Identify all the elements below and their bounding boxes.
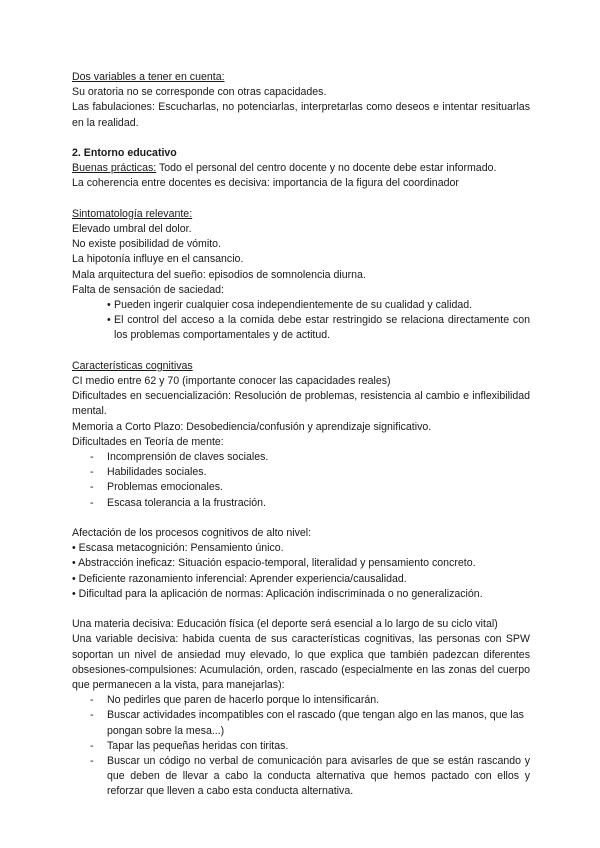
sintoma-line-4: Mala arquitectura del sueño: episodios de somnolencia diurna.	[72, 268, 366, 281]
sintoma-line-5: Falta de sensación de saciedad:	[72, 283, 224, 296]
dash-marker: -	[90, 739, 94, 752]
sintoma-line-3: La hipotonía influye en el cansancio.	[72, 253, 244, 266]
bullet-marker: •	[72, 542, 76, 555]
sintomatologia-heading: Sintomatología relevante:	[72, 207, 193, 220]
bullet-marker: •	[72, 587, 76, 600]
coherencia-line: La coherencia entre docentes es decisiva: importancia de la figura del coordinador	[72, 177, 459, 190]
cognitivas-line-3: Memoria a Corto Plazo: Desobediencia/confusión y aprendizaje significativo.	[72, 420, 432, 433]
dash-item: - Buscar actividades incompatibles con el rascado (que tengan algo en las manos, que las pongan sobre la mesa...)	[90, 709, 524, 737]
dash-marker: -	[90, 709, 94, 722]
dash-marker: -	[90, 496, 94, 509]
variables-heading: Dos variables a tener en cuenta:	[72, 71, 225, 83]
dash-marker: -	[90, 694, 94, 707]
dash-item: - Buscar un código no verbal de comunicación para avisarles de que se están rascando y que deben de llevar a cabo la conducta alternativa que hemos pactado con ellos y reforzar que lleven a cabo esta conducta alternativa.	[90, 755, 530, 798]
bullet-marker: •	[72, 557, 76, 570]
dash-item: - No pedirles que paren de hacerlo porque lo intensificarán.	[72, 693, 530, 708]
dash-marker: -	[90, 466, 94, 479]
bullet-marker: •	[107, 299, 111, 312]
cognitivas-heading: Características cognitivas	[72, 359, 193, 372]
procesos-heading: Afectación de los procesos cognitivos de alto nivel:	[72, 527, 312, 540]
dash-item: - Tapar las pequeñas heridas con tiritas.	[72, 739, 530, 754]
procesos-item: • Abstracción ineficaz: Situación espacio-temporal, literalidad y pensamiento concreto.	[72, 557, 476, 570]
variables-line-1: Su oratoria no se corresponde con otras capacidades.	[72, 86, 327, 99]
dash-marker: -	[90, 755, 94, 768]
sintoma-line-2: No existe posibilidad de vómito.	[72, 238, 221, 251]
dash-marker: -	[90, 451, 94, 464]
entorno-title: 2. Entorno educativo	[72, 147, 177, 159]
buenas-practicas-text: Todo el personal del centro docente y no docente debe estar informado.	[156, 162, 497, 175]
cognitivas-line-4: Dificultades en Teoría de mente:	[72, 435, 224, 448]
sintoma-line-1: Elevado umbral del dolor.	[72, 223, 192, 235]
document-body	[72, 70, 530, 800]
dash-item: - Problemas emocionales.	[72, 480, 530, 495]
dash-marker: -	[90, 481, 94, 494]
bullet-item: • Pueden ingerir cualquier cosa independientemente de su cualidad y calidad.	[72, 298, 530, 313]
bullet-item: • El control del acceso a la comida debe estar restringido se relaciona directamente con los problemas comportamentales y de actitud.	[107, 314, 530, 342]
dash-item: - Incomprensión de claves sociales.	[72, 450, 530, 465]
dash-item: - Habilidades sociales.	[72, 465, 530, 480]
procesos-item: • Escasa metacognición: Pensamiento único.	[72, 542, 284, 555]
materia-decisiva-line: Una materia decisiva: Educación física (el deporte será esencial a lo largo de su ciclo vital)	[72, 618, 498, 631]
procesos-item: • Dificultad para la aplicación de normas: Aplicación indiscriminada o no generalización.	[72, 587, 483, 600]
buenas-practicas-label: Buenas prácticas:	[72, 162, 157, 175]
procesos-item: • Deficiente razonamiento inferencial: Aprender experiencia/causalidad.	[72, 572, 407, 585]
variables-line-2: Las fabulaciones: Escucharlas, no potenciarlas, interpretarlas como deseos e intentar resituarlas en la realidad.	[72, 101, 530, 129]
bullet-marker: •	[72, 572, 76, 585]
dash-item: - Escasa tolerancia a la frustración.	[72, 496, 530, 511]
buenas-practicas-line	[72, 161, 530, 176]
cognitivas-line-2: Dificultades en secuencialización: Resolución de problemas, resistencia al cambio e inflexibilidad mental.	[72, 390, 530, 418]
bullet-marker: •	[107, 314, 111, 327]
cognitivas-line-1: CI medio entre 62 y 70 (importante conocer las capacidades reales)	[72, 375, 391, 388]
variable-decisiva-paragraph: Una variable decisiva: habida cuenta de sus características cognitivas, las personas con SPW soportan un nivel de ansiedad muy elevado, lo que explica que también padezcan diferentes obsesiones-compulsiones: Acumulación, orden, rascado (especialmente en las zonas del cuerpo que permanecen a la vista, para manejarlas):	[72, 633, 530, 692]
